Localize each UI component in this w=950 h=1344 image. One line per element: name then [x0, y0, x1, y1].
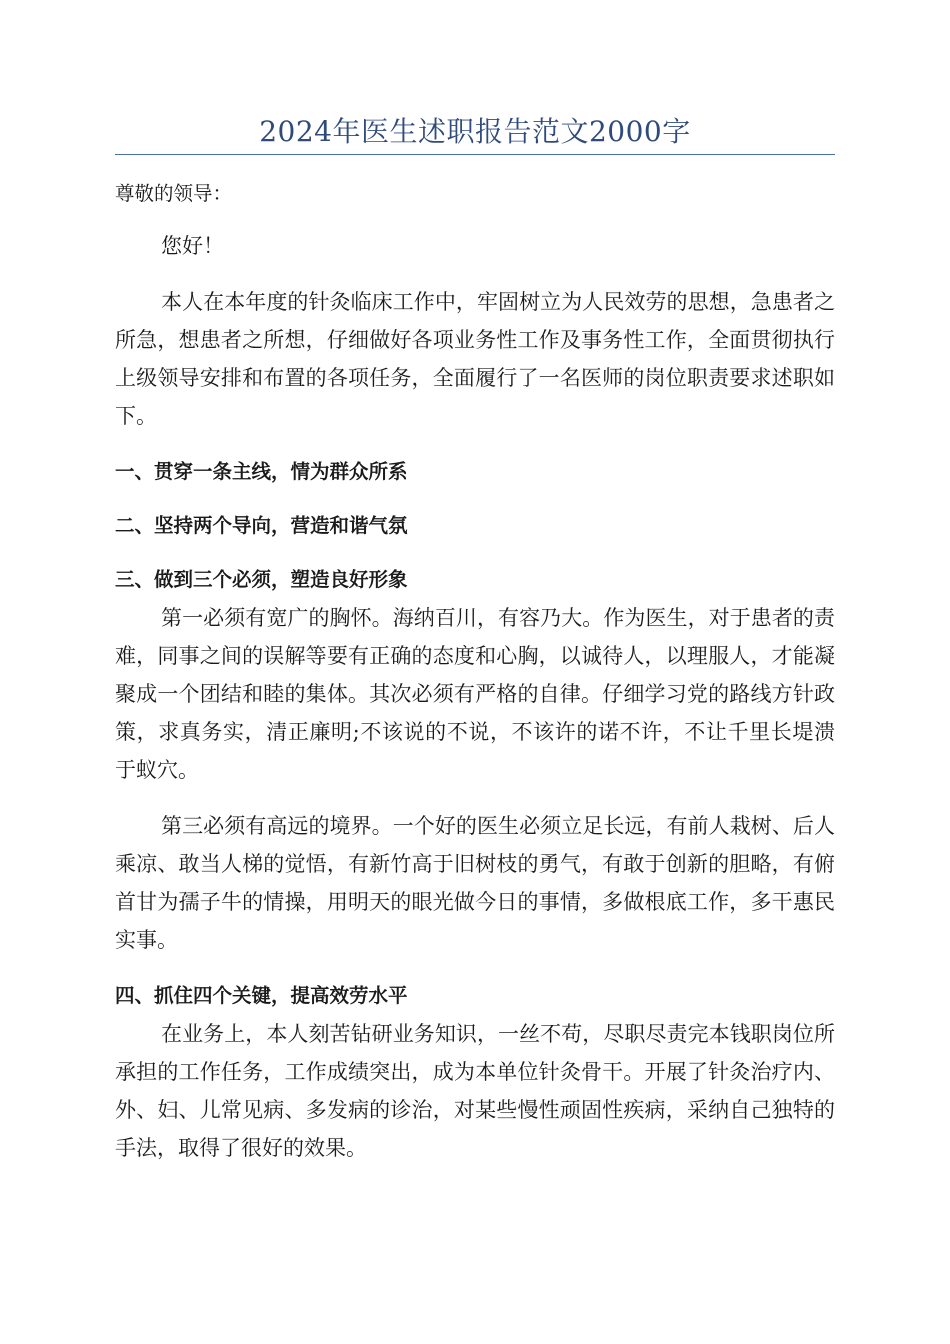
section-heading-2: 二、坚持两个导向，营造和谐气氛 — [115, 514, 408, 537]
document-page — [115, 112, 835, 1167]
section-heading-4: 四、抓住四个关键，提高效劳水平 — [115, 984, 408, 1007]
greeting-line: 您好！ — [161, 234, 224, 258]
intro-paragraph: 本人在本年度的针灸临床工作中，牢固树立为人民效劳的思想，急患者之所急，想患者之所想，仔细做好各项业务性工作及事务性工作，全面贯彻执行上级领导安排和布置的各项任务，全面履行了一名医师的岗位职责要求述职如下。 — [115, 290, 835, 428]
body-paragraph-2: 第三必须有高远的境界。一个好的医生必须立足长远，有前人栽树、后人乘凉、敢当人梯的觉悟，有新竹高于旧树枝的勇气，有敢于创新的胆略，有俯首甘为孺子牛的情操，用明天的眼光做今日的事情，多做根底工作，多干惠民实事。 — [115, 814, 835, 952]
document-title: 2024年医生述职报告范文2000字 — [115, 112, 835, 155]
body-paragraph-3: 在业务上，本人刻苦钻研业务知识，一丝不苟，尽职尽责完本钱职岗位所承担的工作任务，工作成绩突出，成为本单位针灸骨干。开展了针灸治疗内、外、妇、儿常见病、多发病的诊治，对某些慢性顽固性疾病，采纳自己独特的手法，取得了很好的效果。 — [115, 1022, 835, 1160]
salutation: 尊敬的领导： — [115, 182, 233, 205]
section-heading-1: 一、贯穿一条主线，情为群众所系 — [115, 460, 408, 483]
section-heading-3: 三、做到三个必须，塑造良好形象 — [115, 568, 408, 591]
body-paragraph-1: 第一必须有宽广的胸怀。海纳百川，有容乃大。作为医生，对于患者的责难，同事之间的误解等要有正确的态度和心胸，以诚待人，以理服人，才能凝聚成一个团结和睦的集体。其次必须有严格的自律。仔细学习党的路线方针政策，求真务实，清正廉明;不该说的不说，不该许的诺不许，不让千里长堤溃于蚁穴。 — [115, 606, 835, 782]
